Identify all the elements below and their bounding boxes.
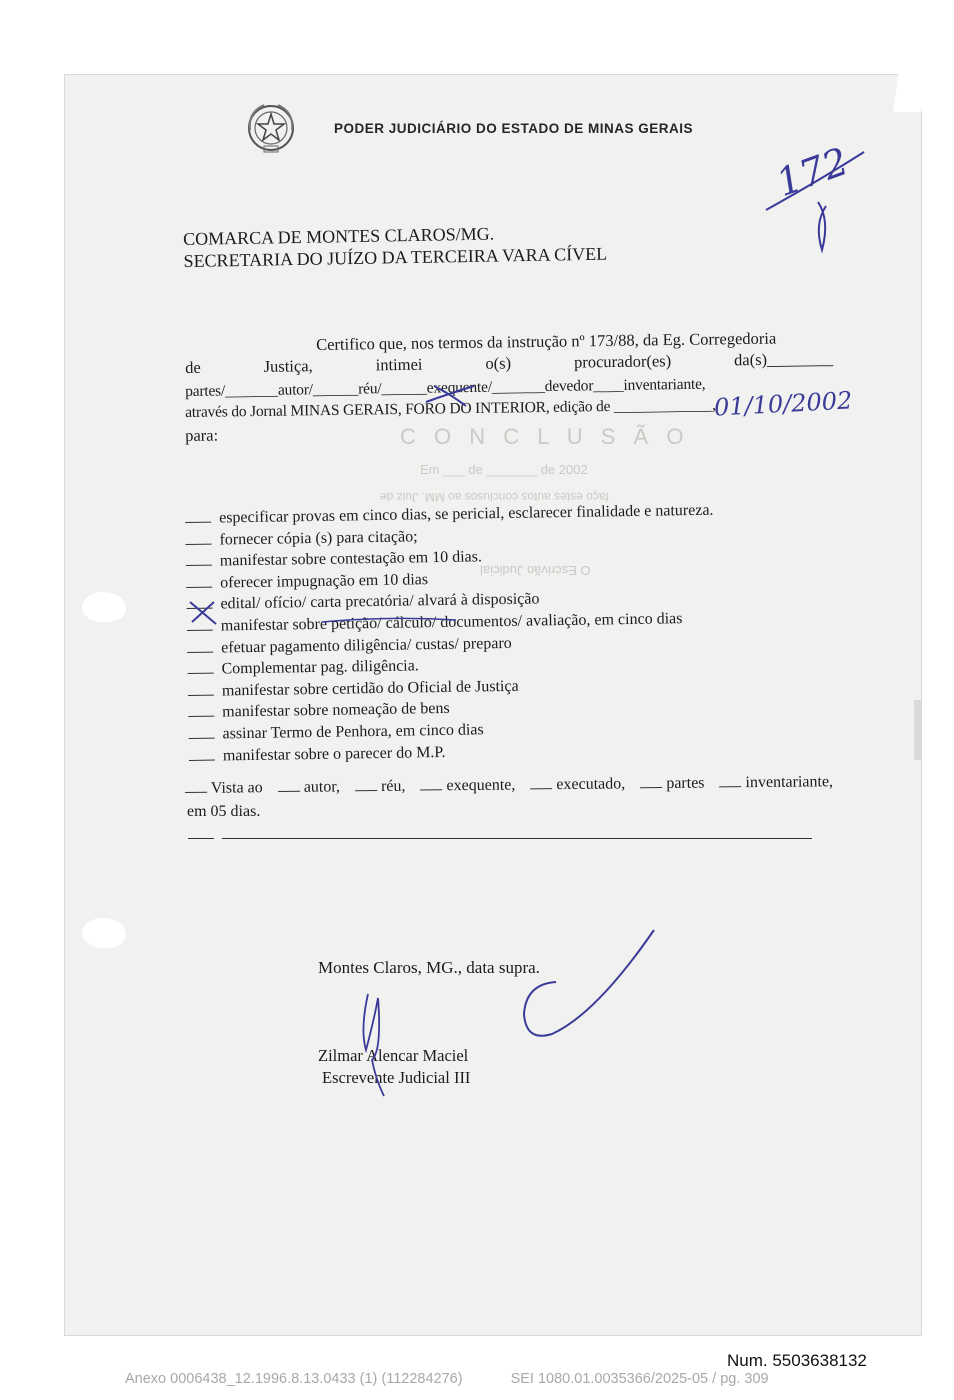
handwritten-page-number: 172 — [770, 138, 854, 206]
vista-word: inventariante, — [719, 771, 833, 792]
signature-initials — [350, 990, 400, 1100]
word: Justiça, — [263, 356, 313, 376]
checkbox-blank — [185, 508, 211, 523]
vista-word: exequente, — [420, 775, 515, 796]
signer-role: Escrevente Judicial III — [322, 1068, 471, 1087]
checkbox-blank — [187, 659, 213, 674]
page-number-stroke — [760, 140, 870, 260]
checklist-item-text: assinar Termo de Penhora, em cinco dias — [222, 721, 484, 743]
blank-line — [188, 838, 812, 839]
punch-hole — [82, 592, 126, 622]
secretaria-line: SECRETARIA DO JUÍZO DA TERCEIRA VARA CÍVEL — [183, 243, 608, 271]
checkbox-blank — [188, 702, 214, 717]
signer-name: Zilmar Alencar Maciel — [318, 1046, 469, 1065]
document-number: Num. 5503638132 — [727, 1351, 867, 1370]
faded-stamp-line3: O Escrivão Judicial — [480, 563, 591, 578]
x-mark-icon — [420, 380, 480, 410]
footer-meta — [125, 1371, 769, 1387]
vista-word: executado, — [530, 773, 625, 794]
faded-stamp-line1: Em ___ de _______ de 2002 — [420, 462, 588, 477]
folded-corner — [893, 72, 927, 112]
underline-mark — [320, 614, 460, 628]
checklist — [185, 498, 839, 767]
checkbox-blank — [186, 551, 212, 566]
checklist-item-text: manifestar sobre nomeação de bens — [222, 700, 450, 721]
coat-of-arms-icon — [244, 100, 298, 156]
checkbox-blank — [186, 572, 212, 587]
handwritten-edition-date: 01/10/2002 — [713, 386, 853, 422]
word: intimei — [375, 354, 423, 375]
word: o(s) — [485, 353, 512, 373]
court-header: PODER JUDICIÁRIO DO ESTADO DE MINAS GERAIS — [334, 121, 694, 136]
certificate-line-5: para: — [185, 425, 219, 445]
checklist-item-text: manifestar sobre o parecer do M.P. — [222, 743, 446, 764]
faded-stamp-line2: faço estes autos conclusos ao MM. Juiz de — [380, 490, 609, 504]
word: de — [185, 357, 201, 377]
checklist-item-text: especificar provas em cinco dias, se pericial, esclarecer finalidade e natureza. — [219, 501, 714, 527]
certificate-line-4: através do Jornal MINAS GERAIS, FORO DO INTERIOR, edição de _____________, — [185, 396, 716, 421]
checklist-item-text: manifestar sobre contestação em 10 dias. — [219, 548, 483, 570]
checklist-item-text: edital/ ofício/ carta precatória/ alvará à disposição — [220, 590, 540, 613]
vista-line-2: em 05 dias. — [187, 803, 261, 820]
certificate-line-1: Certifico que, nos termos da instrução nº 173/88, da Eg. Corregedoria — [316, 328, 777, 354]
checkbox-blank — [185, 529, 211, 544]
vista-word: autor, — [278, 776, 340, 797]
checkbox-blank — [187, 637, 213, 652]
word: procurador(es) — [573, 351, 672, 372]
vista-word: Vista ao — [185, 777, 263, 798]
checkbox-blank — [189, 745, 215, 760]
punch-hole — [82, 918, 126, 948]
checklist-item-text: manifestar sobre petição/ cálculo/ documentos/ avaliação, em cinco dias — [220, 610, 683, 635]
annex-reference: Anexo 0006438_12.1996.8.13.0433 (1) (112284276) — [125, 1371, 463, 1387]
sei-reference: SEI 1080.01.0035366/2025-05 / pg. 309 — [510, 1371, 769, 1387]
check-mark-icon — [186, 598, 220, 626]
faded-stamp-title: C O N C L U S Ã O — [400, 424, 690, 449]
checklist-item-text: efetuar pagamento diligência/ custas/ preparo — [221, 634, 512, 657]
comarca-line: COMARCA DE MONTES CLAROS/MG. — [183, 223, 495, 249]
checklist-item-text: Complementar pag. diligência. — [221, 657, 419, 678]
checklist-item-text: manifestar sobre certidão do Oficial de Justiça — [221, 677, 519, 700]
certificate-line-3: partes/_______autor/______réu/______exequente/_______devedor____inventariante, — [185, 375, 706, 400]
word: da(s)________ — [733, 348, 834, 370]
page-edge-shadow — [914, 700, 922, 760]
checkbox-blank — [188, 680, 214, 695]
place-date: Montes Claros, MG., data supra. — [318, 958, 540, 977]
checklist-item-text: oferecer impugnação em 10 dias — [220, 570, 429, 592]
vista-word: partes — [640, 773, 704, 794]
checklist-item-text: fornecer cópia (s) para citação; — [219, 527, 418, 549]
comarca-block — [183, 221, 607, 272]
vista-word: réu, — [355, 776, 406, 797]
checkbox-blank — [188, 724, 214, 739]
signature-checkmark — [516, 924, 666, 1064]
